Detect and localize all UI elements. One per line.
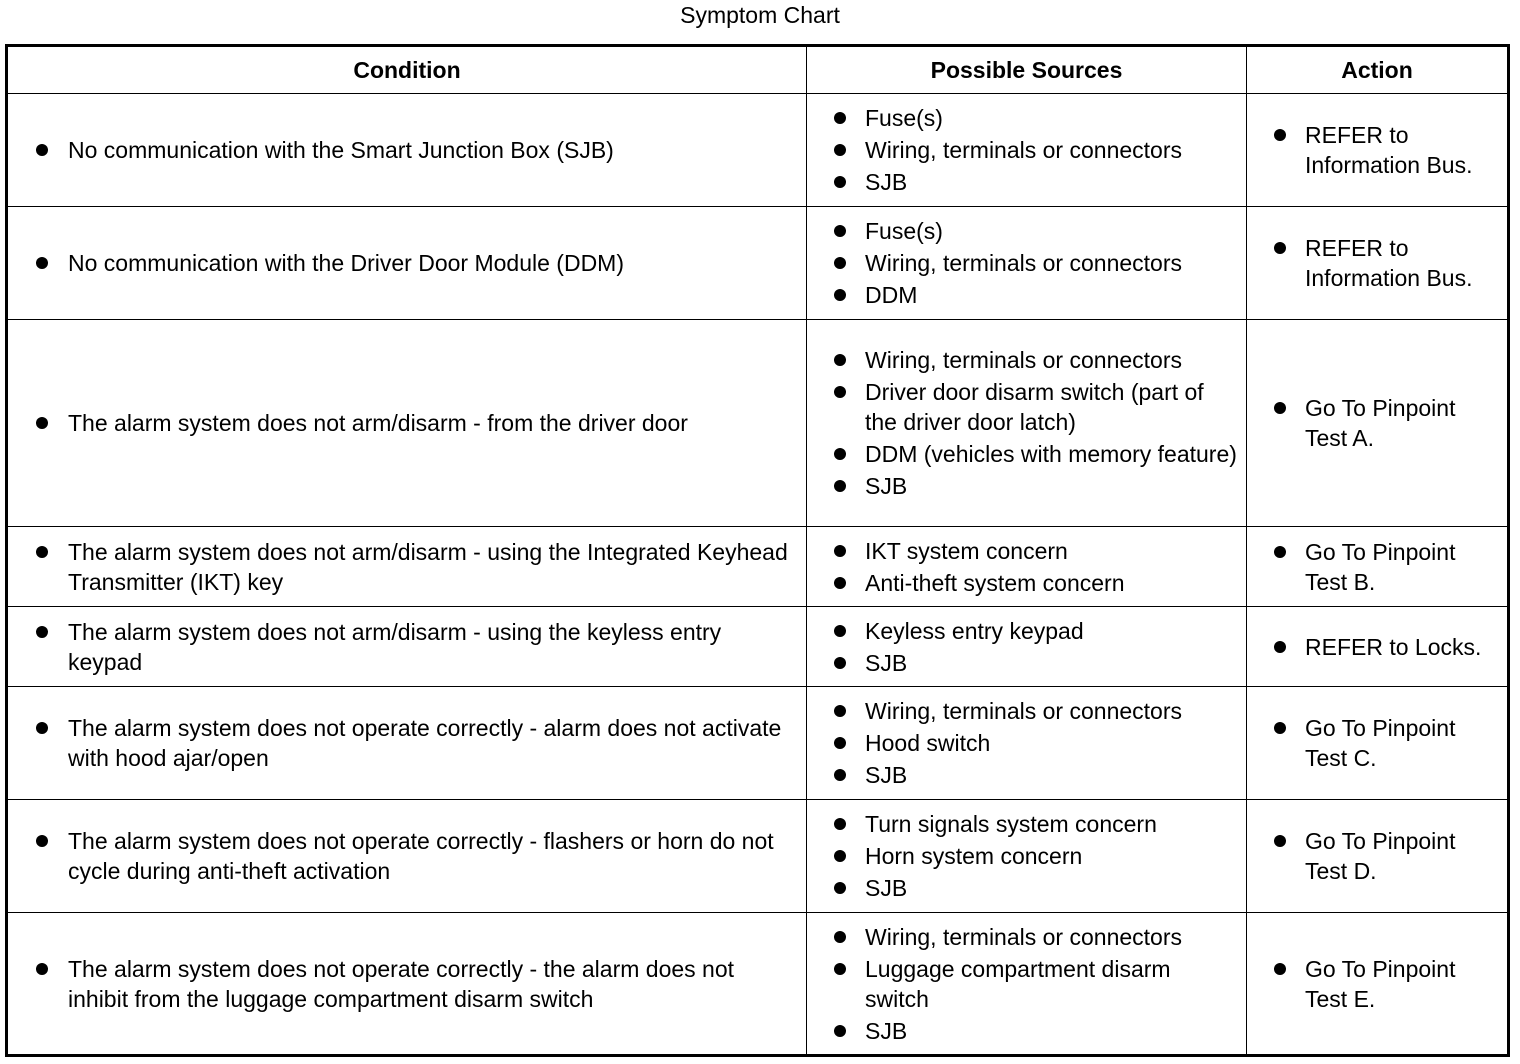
source-item xyxy=(807,648,1246,678)
bullet-icon xyxy=(834,448,846,460)
bullet-icon xyxy=(834,737,846,749)
table-row xyxy=(7,527,1509,607)
bullet-icon xyxy=(834,705,846,717)
action-list xyxy=(1247,393,1507,453)
action-item-text: Go To Pinpoint Test C. xyxy=(1305,715,1456,771)
source-item-text: Wiring, terminals or connectors xyxy=(865,347,1182,373)
bullet-icon xyxy=(834,657,846,669)
possible-sources-cell xyxy=(807,94,1247,207)
source-item-text: Horn system concern xyxy=(865,843,1083,869)
table-row xyxy=(7,913,1509,1056)
bullet-icon xyxy=(1274,402,1286,414)
bullet-icon xyxy=(36,144,48,156)
condition-list xyxy=(8,537,806,597)
action-cell xyxy=(1247,527,1509,607)
action-item xyxy=(1247,120,1507,180)
condition-item-text: No communication with the Smart Junction Box (SJB) xyxy=(68,137,614,163)
bullet-icon xyxy=(834,577,846,589)
action-list xyxy=(1247,537,1507,597)
action-cell xyxy=(1247,687,1509,800)
bullet-icon xyxy=(36,546,48,558)
source-item xyxy=(807,103,1246,133)
bullet-icon xyxy=(834,963,846,975)
possible-sources-cell xyxy=(807,800,1247,913)
action-item-text: Go To Pinpoint Test D. xyxy=(1305,828,1456,884)
bullet-icon xyxy=(834,769,846,781)
bullet-icon xyxy=(36,963,48,975)
action-item xyxy=(1247,233,1507,293)
action-list xyxy=(1247,954,1507,1014)
condition-cell xyxy=(7,687,807,800)
table-row xyxy=(7,207,1509,320)
action-item-text: Go To Pinpoint Test E. xyxy=(1305,955,1456,1012)
source-item-text: SJB xyxy=(865,875,908,901)
action-list xyxy=(1247,826,1507,886)
action-item-text: Go To Pinpoint Test A. xyxy=(1305,395,1456,451)
source-item-text: SJB xyxy=(865,169,908,195)
condition-cell xyxy=(7,607,807,687)
source-item-text: Wiring, terminals or connectors xyxy=(865,250,1182,276)
header-condition: Condition xyxy=(7,46,807,94)
table-row xyxy=(7,320,1509,527)
bullet-icon xyxy=(36,417,48,429)
possible-sources-list xyxy=(807,345,1246,501)
action-list xyxy=(1247,713,1507,773)
bullet-icon xyxy=(1274,722,1286,734)
source-item xyxy=(807,841,1246,871)
bullet-icon xyxy=(834,882,846,894)
source-item xyxy=(807,536,1246,566)
bullet-icon xyxy=(834,354,846,366)
bullet-icon xyxy=(834,225,846,237)
bullet-icon xyxy=(834,850,846,862)
possible-sources-cell xyxy=(807,207,1247,320)
condition-cell xyxy=(7,320,807,527)
bullet-icon xyxy=(36,722,48,734)
bullet-icon xyxy=(1274,963,1286,975)
action-item-text: REFER to Information Bus. xyxy=(1305,235,1473,291)
condition-item-text: The alarm system does not arm/disarm - using the keyless entry keypad xyxy=(68,618,722,675)
condition-item-text: The alarm system does not operate correctly - flashers or horn do not cycle during anti-theft activation xyxy=(68,828,774,884)
condition-item-text: The alarm system does not arm/disarm - from the driver door xyxy=(68,410,688,436)
bullet-icon xyxy=(834,818,846,830)
action-item-text: REFER to Information Bus. xyxy=(1305,122,1473,178)
chart-title: Symptom Chart xyxy=(680,2,840,28)
bullet-icon xyxy=(36,257,48,269)
source-item xyxy=(807,568,1246,598)
source-item-text: Wiring, terminals or connectors xyxy=(865,923,1182,950)
condition-list xyxy=(8,248,806,278)
condition-cell xyxy=(7,800,807,913)
source-item xyxy=(807,1016,1246,1046)
symptom-chart-table xyxy=(5,44,1510,1057)
condition-item xyxy=(8,537,806,597)
action-cell xyxy=(1247,94,1509,207)
source-item xyxy=(807,439,1246,469)
possible-sources-list xyxy=(807,103,1246,197)
table-row xyxy=(7,800,1509,913)
header-row xyxy=(7,46,1509,94)
source-item xyxy=(807,167,1246,197)
source-item xyxy=(807,760,1246,790)
condition-item xyxy=(8,617,806,677)
source-item xyxy=(807,216,1246,246)
bullet-icon xyxy=(834,112,846,124)
action-item-text: Go To Pinpoint Test B. xyxy=(1305,538,1456,595)
condition-cell xyxy=(7,207,807,320)
bullet-icon xyxy=(1274,835,1286,847)
action-item xyxy=(1247,954,1507,1014)
condition-item xyxy=(8,248,806,278)
condition-item-text: No communication with the Driver Door Module (DDM) xyxy=(68,250,624,276)
condition-item xyxy=(8,408,806,438)
source-item xyxy=(807,377,1246,437)
condition-list xyxy=(8,135,806,165)
possible-sources-list xyxy=(807,696,1246,790)
bullet-icon xyxy=(834,931,846,943)
table-row xyxy=(7,94,1509,207)
condition-cell xyxy=(7,527,807,607)
action-item xyxy=(1247,713,1507,773)
action-cell xyxy=(1247,320,1509,527)
bullet-icon xyxy=(834,480,846,492)
source-item xyxy=(807,809,1246,839)
action-list xyxy=(1247,233,1507,293)
source-item xyxy=(807,922,1246,952)
source-item xyxy=(807,696,1246,726)
action-item xyxy=(1247,537,1507,597)
source-item-text: SJB xyxy=(865,473,908,499)
action-item xyxy=(1247,393,1507,453)
bullet-icon xyxy=(834,386,846,398)
bullet-icon xyxy=(1274,546,1286,558)
table-row xyxy=(7,607,1509,687)
bullet-icon xyxy=(36,835,48,847)
source-item xyxy=(807,616,1246,646)
bullet-icon xyxy=(36,626,48,638)
source-item-text: Anti-theft system concern xyxy=(865,569,1125,596)
condition-item xyxy=(8,954,806,1014)
source-item xyxy=(807,873,1246,903)
condition-item xyxy=(8,713,806,773)
header-action: Action xyxy=(1247,46,1509,94)
condition-item-text: The alarm system does not operate correctly - the alarm does not inhibit from the luggage compartment disarm switch xyxy=(68,955,735,1012)
source-item-text: Fuse(s) xyxy=(865,218,943,244)
action-item-text: REFER to Locks. xyxy=(1305,633,1482,660)
condition-item xyxy=(8,135,806,165)
action-list xyxy=(1247,120,1507,180)
source-item-text: SJB xyxy=(865,1017,908,1044)
action-item xyxy=(1247,826,1507,886)
source-item-text: SJB xyxy=(865,649,908,676)
condition-cell xyxy=(7,913,807,1056)
source-item-text: Hood switch xyxy=(865,730,991,756)
possible-sources-cell xyxy=(807,320,1247,527)
source-item xyxy=(807,135,1246,165)
header-possible-sources: Possible Sources xyxy=(807,46,1247,94)
bullet-icon xyxy=(834,289,846,301)
source-item-text: SJB xyxy=(865,762,908,788)
bullet-icon xyxy=(834,144,846,156)
source-item-text: DDM (vehicles with memory feature) xyxy=(865,441,1237,467)
action-cell xyxy=(1247,607,1509,687)
condition-list xyxy=(8,617,806,677)
possible-sources-list xyxy=(807,536,1246,598)
condition-list xyxy=(8,713,806,773)
table-row xyxy=(7,687,1509,800)
condition-list xyxy=(8,954,806,1014)
bullet-icon xyxy=(834,625,846,637)
action-cell xyxy=(1247,913,1509,1056)
possible-sources-cell xyxy=(807,687,1247,800)
source-item-text: Turn signals system concern xyxy=(865,811,1157,837)
possible-sources-cell xyxy=(807,913,1247,1056)
source-item xyxy=(807,954,1246,1014)
bullet-icon xyxy=(1274,641,1286,653)
source-item-text: Luggage compartment disarm switch xyxy=(865,955,1171,1012)
source-item-text: Driver door disarm switch (part of the driver door latch) xyxy=(865,379,1204,435)
source-item-text: Fuse(s) xyxy=(865,105,943,131)
possible-sources-cell xyxy=(807,607,1247,687)
source-item xyxy=(807,280,1246,310)
possible-sources-list xyxy=(807,616,1246,678)
source-item-text: Keyless entry keypad xyxy=(865,617,1084,644)
condition-item-text: The alarm system does not operate correctly - alarm does not activate with hood ajar/open xyxy=(68,715,782,771)
action-item xyxy=(1247,632,1507,662)
table-body xyxy=(7,94,1509,1056)
source-item xyxy=(807,471,1246,501)
bullet-icon xyxy=(1274,242,1286,254)
source-item-text: Wiring, terminals or connectors xyxy=(865,698,1182,724)
source-item xyxy=(807,345,1246,375)
source-item-text: DDM xyxy=(865,282,918,308)
bullet-icon xyxy=(834,1025,846,1037)
condition-list xyxy=(8,408,806,438)
condition-item xyxy=(8,826,806,886)
source-item xyxy=(807,248,1246,278)
source-item xyxy=(807,728,1246,758)
possible-sources-cell xyxy=(807,527,1247,607)
action-cell xyxy=(1247,800,1509,913)
possible-sources-list xyxy=(807,922,1246,1046)
condition-list xyxy=(8,826,806,886)
bullet-icon xyxy=(834,176,846,188)
possible-sources-list xyxy=(807,809,1246,903)
source-item-text: IKT system concern xyxy=(865,537,1068,564)
source-item-text: Wiring, terminals or connectors xyxy=(865,137,1182,163)
possible-sources-list xyxy=(807,216,1246,310)
action-cell xyxy=(1247,207,1509,320)
condition-cell xyxy=(7,94,807,207)
condition-item-text: The alarm system does not arm/disarm - using the Integrated Keyhead Transmitter (IKT) key xyxy=(68,538,788,595)
bullet-icon xyxy=(1274,129,1286,141)
bullet-icon xyxy=(834,545,846,557)
action-list xyxy=(1247,632,1507,662)
bullet-icon xyxy=(834,257,846,269)
